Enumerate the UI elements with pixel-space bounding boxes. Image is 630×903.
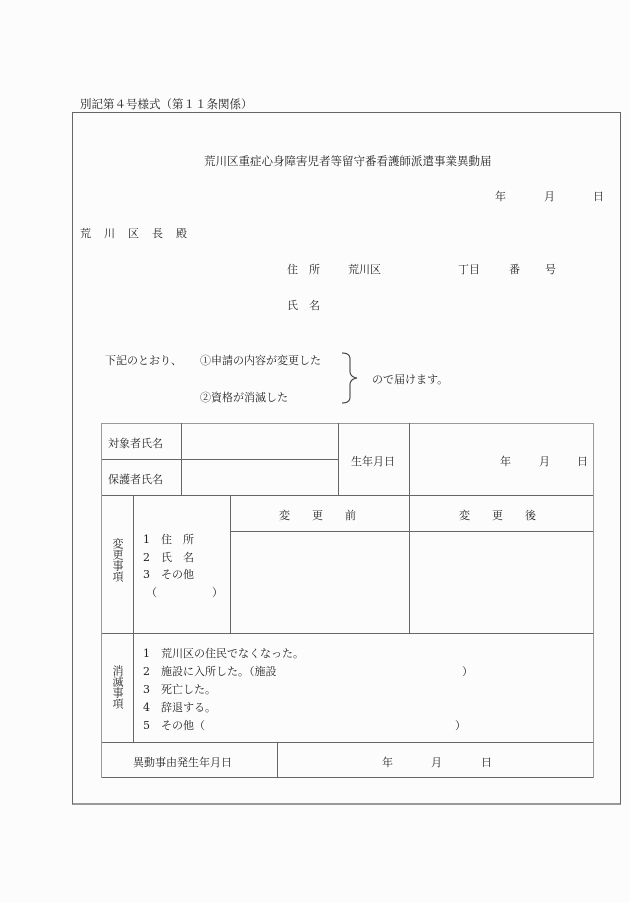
form-label: 別記第４号様式（第１１条関係） bbox=[80, 97, 253, 111]
termination-item-1: 1 荒川区の住民でなくなった。 bbox=[143, 647, 304, 660]
termination-section-label: 消滅事項 bbox=[111, 665, 124, 709]
termination-item-4: 4 辞退する。 bbox=[143, 701, 216, 714]
after-value-field[interactable] bbox=[410, 532, 592, 632]
birthdate-month: 月 bbox=[539, 455, 550, 468]
after-header: 変 更 後 bbox=[459, 509, 536, 522]
guardian-name-label: 保護者氏名 bbox=[108, 473, 163, 486]
subject-name-label: 対象者氏名 bbox=[108, 437, 163, 450]
date-month: 月 bbox=[544, 190, 555, 203]
address-ban: 番 bbox=[509, 263, 520, 276]
name-label: 氏 名 bbox=[287, 299, 320, 312]
addressee: 荒 川 区 長 殿 bbox=[80, 227, 188, 240]
event-date-year: 年 bbox=[382, 756, 393, 769]
birthdate-label: 生年月日 bbox=[351, 455, 395, 468]
change-item-3: 3 その他 bbox=[143, 568, 194, 581]
address-city: 荒川区 bbox=[348, 263, 381, 276]
before-value-field[interactable] bbox=[231, 532, 408, 632]
termination-item-2: 2 施設に入所した。（施設 bbox=[143, 665, 277, 678]
termination-item-3: 3 死亡した。 bbox=[143, 683, 216, 696]
change-item-1: 1 住 所 bbox=[143, 533, 194, 546]
guardian-name-field[interactable] bbox=[182, 460, 337, 494]
date-day: 日 bbox=[593, 190, 604, 203]
change-section-label: 変更事項 bbox=[111, 538, 124, 582]
address-chome: 丁目 bbox=[458, 263, 480, 276]
termination-item-5-close: ） bbox=[455, 719, 466, 732]
subject-name-field[interactable] bbox=[182, 424, 337, 458]
event-date-label: 異動事由発生年月日 bbox=[133, 756, 232, 769]
change-item-2: 2 氏 名 bbox=[143, 551, 194, 564]
event-date-day: 日 bbox=[481, 756, 492, 769]
before-header: 変 更 前 bbox=[279, 509, 356, 522]
brace-icon bbox=[340, 351, 362, 405]
address-label: 住 所 bbox=[287, 263, 320, 276]
termination-item-2-close: ） bbox=[462, 665, 473, 678]
birthdate-year: 年 bbox=[500, 455, 511, 468]
form-title: 荒川区重症心身障害児者等留守番看護師派遣事業異動届 bbox=[204, 154, 492, 168]
statement-lead: 下記のとおり、 bbox=[105, 354, 182, 367]
statement-tail: ので届けます。 bbox=[372, 373, 449, 386]
statement-option-1: ①申請の内容が変更した bbox=[200, 354, 321, 367]
termination-item-5: 5 その他（ bbox=[143, 719, 205, 732]
address-go: 号 bbox=[545, 263, 556, 276]
date-year: 年 bbox=[495, 190, 506, 203]
statement-option-2: ②資格が消滅した bbox=[200, 391, 288, 404]
birthdate-day: 日 bbox=[577, 455, 588, 468]
event-date-month: 月 bbox=[431, 756, 442, 769]
change-item-other-paren: （ ） bbox=[146, 586, 223, 599]
